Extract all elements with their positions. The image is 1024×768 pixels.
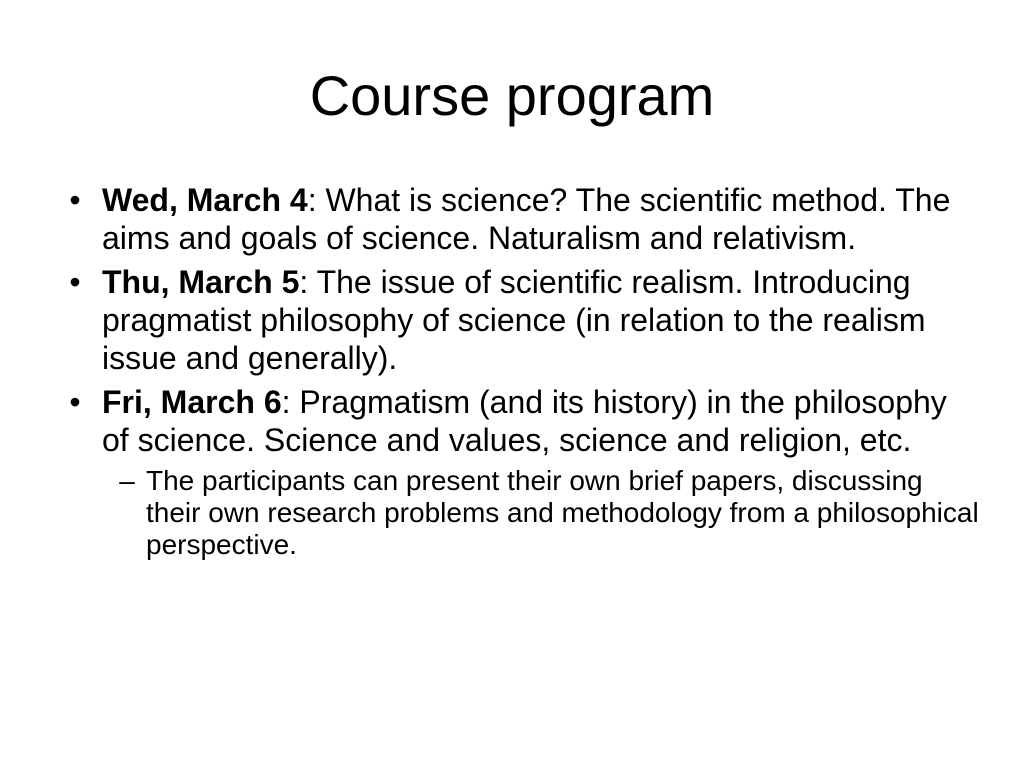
session-date: Wed, March 4 — [102, 182, 308, 218]
list-item — [60, 181, 980, 257]
session-description: Pragmatism (and its history) in the philosophy of science. Science and values, science and religion, etc. — [102, 384, 947, 458]
bullet-marker: • — [69, 264, 81, 300]
session-description: What is science? The scientific method. The aims and goals of science. Naturalism and relativism. — [102, 182, 951, 256]
bullet-marker: • — [69, 384, 81, 420]
date-separator: : — [299, 264, 309, 300]
bullet-list — [60, 181, 980, 561]
bullet-marker: • — [69, 182, 81, 218]
sub-bullet-marker: – — [119, 465, 135, 496]
slide-title: Course program — [309, 64, 715, 127]
list-item — [60, 263, 980, 377]
date-separator: : — [281, 384, 291, 420]
session-date: Thu, March 5 — [102, 264, 300, 300]
sub-list-item — [60, 465, 980, 561]
session-date: Fri, March 6 — [102, 384, 282, 420]
sub-item-text: The participants can present their own brief papers, discussing their own research problems and methodology from a philosophical perspective. — [146, 465, 979, 560]
date-separator: : — [307, 182, 317, 218]
list-item — [60, 383, 980, 459]
session-description: The issue of scientific realism. Introducing pragmatist philosophy of science (in relation to the realism issue and generally). — [102, 264, 926, 376]
